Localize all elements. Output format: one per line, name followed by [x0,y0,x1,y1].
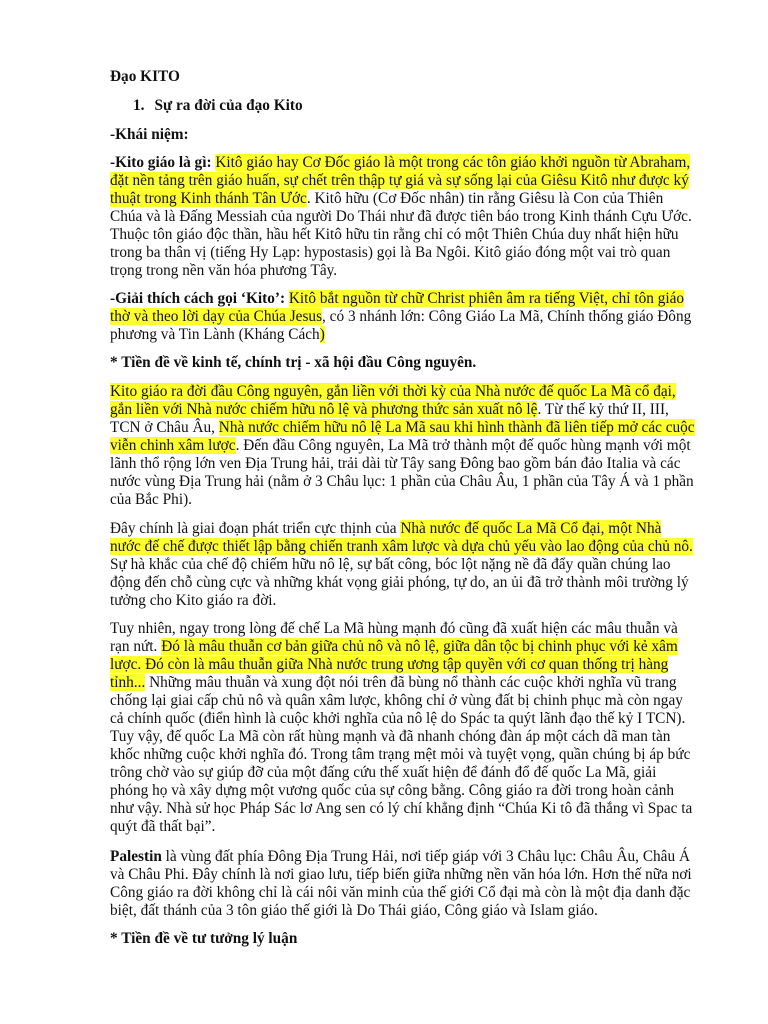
paragraph-label: -Giải thích cách gọi ‘Kito’: [110,290,286,307]
section-heading-1 [133,97,693,115]
highlighted-text: Kito giáo ra đời đầu Công nguyên, gắn liền với thời kỳ của Nhà nước đế quốc La Mã cổ đại, gắn liền với Nhà nước chiếm hữu nô lệ và phương thức sản xuất nô lệ [110,383,676,418]
section-number: 1. [133,97,145,114]
body-text: Những mâu thuẫn và xung đột nói trên đã bùng nổ thành các cuộc khởi nghĩa vũ trang chống lại giai cấp chủ nô và quân xâm lược, không chỉ ở vùng đất bị chinh phục mà còn ngay cả chính quốc (điển hình là cuộc khởi nghĩa của nô lệ do Spác ta quýt lãnh đạo thế kỷ I TCN). Tuy vậy, đế quốc La Mã còn rất hùng mạnh và đã nhanh chóng đàn áp một cách dã man tàn khốc những cuộc khởi nghĩa đó. Trong tâm trạng mệt mỏi và tuyệt vọng, quần chúng bị áp bức trông chờ vào sự giúp đỡ của một đấng cứu thế xuất hiện để đánh đổ đế quốc La Mã, giải phóng họ và xây dựng một vương quốc của sự công bằng. Công giáo ra đời trong hoàn cảnh như vậy. Nhà sử học Pháp Sác lơ Ang sen có lý chí khẳng định “Chúa Ki tô đã thắng vì Spac ta quýt đã thất bại”. [110,674,693,835]
highlighted-text: Đó là mâu thuẫn cơ bản giữa chủ nô và nô lệ, giữa dân tộc bị chinh phục với kẻ xâm lược. Đó còn là mâu thuẫn giữa Nhà nước trung ương tập quyền với cơ quan thống trị hàng tỉnh... [110,638,678,691]
paragraph-giai-doan [110,520,695,610]
paragraph-label: -Kito giáo là gì: [110,154,212,171]
highlighted-text: Kitô bắt nguồn từ chữ Christ phiên âm ra tiếng Việt, chỉ tôn giáo thờ và theo lời dạy của Chúa Jesus [110,290,685,325]
highlighted-text: Nhà nước đế quốc La Mã Cổ đại, một Nhà nước đế chế được thiết lập bằng chiến tranh xâm lược và dựa chủ yếu vào lao động của chủ nô. [110,520,693,555]
paragraph-palestin [110,848,695,920]
body-text: là vùng đất phía Đông Địa Trung Hải, nơi tiếp giáp với 3 Châu lục: Châu Âu, Châu Á và Châu Phi. Đây chính là nơi giao lưu, tiếp biến giữa những nền văn hóa lớn. Hơn thế nữa nơi Công giáo ra đời không chỉ là cái nôi văn minh của thế giới Cổ đại mà còn là một địa danh đặc biệt, đất thánh của 3 tôn giáo thế giới là Do Thái giáo, Công giáo và Islam giáo. [110,848,692,919]
body-text: Tuy nhiên, ngay trong lòng đế chế La Mã hùng mạnh đó cũng đã xuất hiện các mâu thuẫn và rạn nứt. [110,620,678,655]
section-label: Sự ra đời của đạo Kito [154,97,303,114]
body-text: Sự hà khắc của chế độ chiếm hữu nô lệ, sự bất công, bóc lột nặng nề đã đẩy quần chúng lao động đến chỗ cùng cực và những khát vọng giải phóng, tự do, an ủi đã trở thành môi trường lý tưởng cho Kito giáo ra đời. [110,556,689,609]
paragraph-label: Palestin [110,848,162,865]
heading-tu-tuong: * Tiền đề về tư tưởng lý luận [110,930,298,947]
paragraph-kito-giao [110,154,695,280]
highlighted-text: Nhà nước chiếm hữu nô lệ La Mã sau khi hình thành đã liên tiếp mở các cuộc viễn chinh xâm lược [110,419,695,454]
paragraph-ra-doi [110,383,695,509]
highlighted-text: ) [319,326,325,343]
paragraph-giai-thich [110,290,695,344]
heading-kinh-te: * Tiền đề về kinh tế, chính trị - xã hội đầu Công nguyên. [110,354,477,371]
body-text: . Từ thế kỷ thứ II, III, TCN ở Châu Âu, [110,401,669,436]
body-text: , có 3 nhánh lớn: Công Giáo La Mã, Chính thống giáo Đông phương và Tin Lành (Kháng Cách [110,308,692,343]
paragraph-tuy-nhien [110,620,695,836]
body-text: Đây chính là giai đoạn phát triển cực thịnh của [110,520,401,537]
khai-niem-label: -Khái niệm: [110,126,189,143]
document-title: Đạo KITO [110,68,180,85]
body-text: . Kitô hữu (Cơ Đốc nhân) tin rằng Giêsu là Con của Thiên Chúa và là Đấng Messiah của người Do Thái như đã được tiên báo trong Kinh thánh Cựu Ước. Thuộc tôn giáo độc thần, hầu hết Kitô hữu tin rằng chỉ có một Thiên Chúa duy nhất hiện hữu trong ba thân vị (tiếng Hy Lạp: hypostasis) gọi là Ba Ngôi. Kitô giáo đóng một vai trò quan trọng trong nền văn hóa phương Tây. [110,190,692,279]
body-text: . Đến đầu Công nguyên, La Mã trở thành một đế quốc hùng mạnh với một lãnh thổ rộng lớn ven Địa Trung hải, trải dài từ Tây sang Đông bao gồm bán đảo Italia và các nước vùng Địa Trung hải (nằm ở 3 Châu lục: 1 phần của Châu Âu, 1 phần của Tây Á và 1 phần của Bắc Phi). [110,437,694,508]
highlighted-text: Kitô giáo hay Cơ Đốc giáo là một trong các tôn giáo khởi nguồn từ Abraham, đặt nền tảng trên giáo huấn, sự chết trên thập tự giá và sự sống lại của Giêsu Kitô như được ký thuật trong Kinh thánh Tân Ước [110,154,691,207]
